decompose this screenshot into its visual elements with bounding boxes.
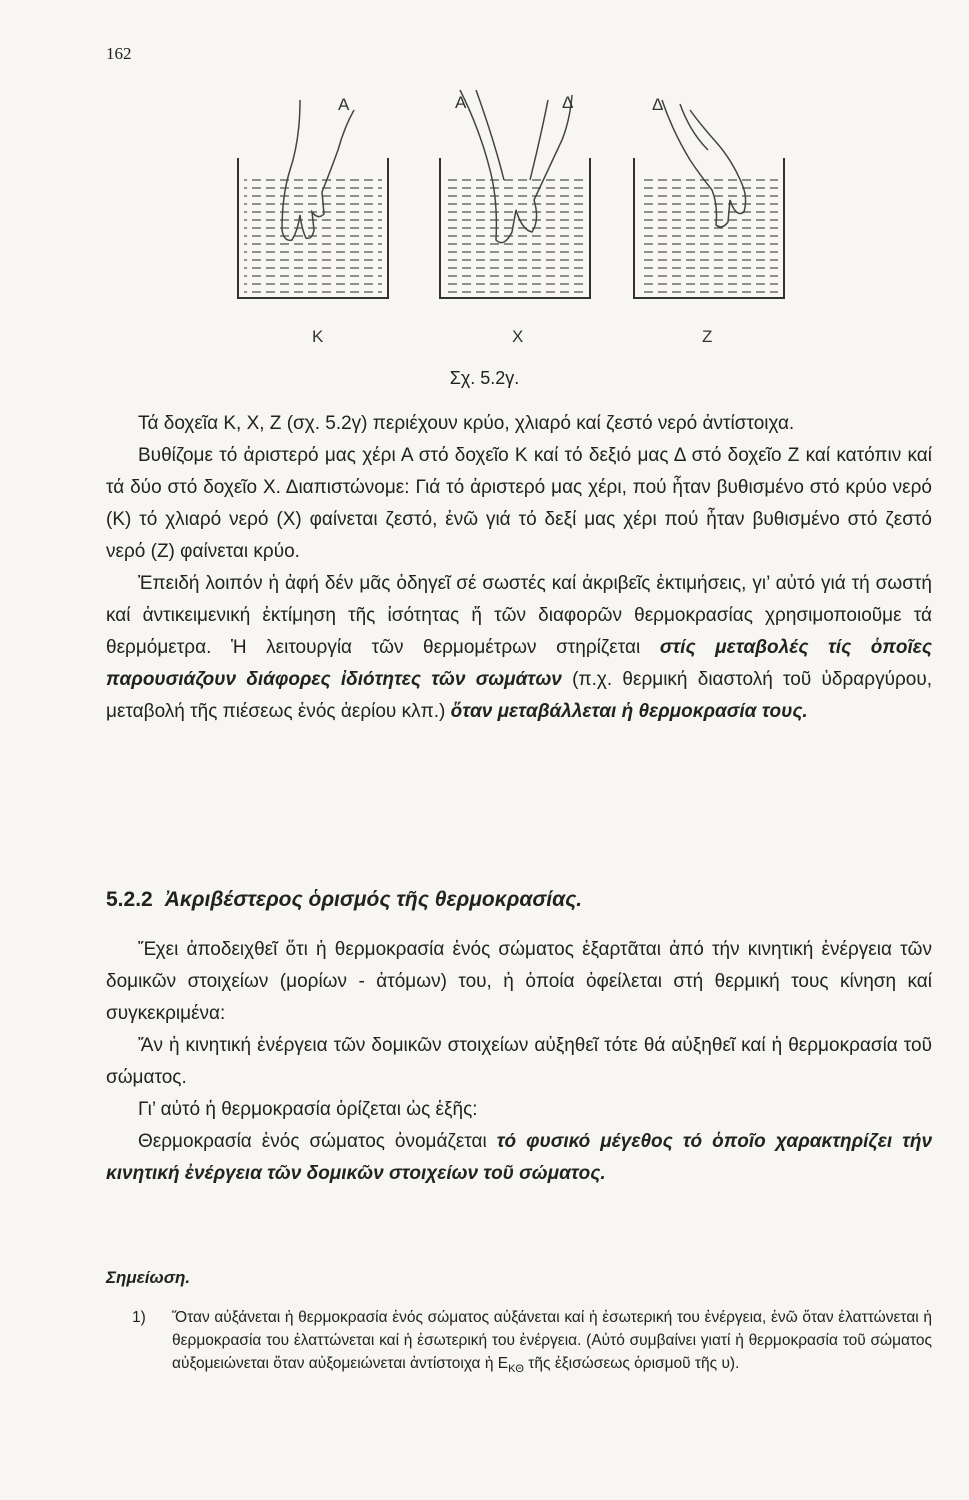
footnote-body bbox=[172, 1306, 932, 1381]
footnote-number: 1) bbox=[132, 1309, 146, 1326]
section-heading bbox=[106, 888, 582, 912]
label-left-hand: Α bbox=[338, 95, 350, 114]
figure-caption: Σχ. 5.2γ. bbox=[449, 368, 520, 388]
paragraph-experiment: Βυθίζομε τό ἀριστερό μας χέρι Α στό δοχεῖο Κ καί τό δεξιό μας Δ στό δοχεῖο Ζ καί κατόπιν καί τά δύο στό δοχεῖο Χ. Διαπιστώνομε: Γιά τό ἀριστερό μας χέρι, πού ἦταν βυθισμένο στό κρύο νερό (Κ) τό χλιαρό νερό (Χ) φαίνεται ζεστό, ἐνῶ γιά τό δεξί μας χέρι πού ἦταν βυθισμένο στό ζεστό νερό (Ζ) φαίνεται κρύο. bbox=[106, 445, 932, 562]
paragraph-therefore: Γι’ αὐτό ἡ θερμοκρασία ὁρίζεται ὡς ἑξῆς: bbox=[138, 1099, 478, 1120]
paragraph-kinetic-energy: Ἔχει ἀποδειχθεῖ ὅτι ἡ θερμοκρασία ἑνός σώματος ἐξαρτᾶται ἀπό τήν κινητική ἐνέργεια τῶν δομικῶν στοιχείων (μορίων - ἀτόμων) του, ἡ ὁποία ὀφείλεται στή θερμική τους κίνηση καί συγκεκριμένα: bbox=[106, 939, 932, 1024]
label-container-x: Χ bbox=[512, 327, 524, 346]
label-container-z: Ζ bbox=[702, 327, 713, 346]
paragraph-if-increase: Ἄν ἡ κινητική ἐνέργεια τῶν δομικῶν στοιχείων αὐξηθεῖ τότε θά αὐξηθεῖ καί ἡ θερμοκρασία τοῦ σώματος. bbox=[106, 1035, 932, 1088]
note-label: Σημείωση. bbox=[106, 1268, 191, 1287]
label-right-hand: Δ bbox=[652, 95, 664, 114]
section-title: Ἀκριβέστερος ὁρισμός τῆς θερμοκρασίας. bbox=[164, 888, 583, 911]
container-x bbox=[440, 90, 590, 346]
label-middle-right-hand: Δ bbox=[562, 93, 574, 112]
thermometers-text-c: (π.χ. θερμική διαστολή τοῦ ὑδραργύρου, μεταβολή τῆς πιέσεως ἑνός ἀερίου κλπ.) bbox=[106, 669, 932, 722]
figure-drawing bbox=[0, 80, 969, 400]
footnote-text-a: Ὅταν αὐξάνεται ἡ θερμοκρασία ἑνός σώματος αὐξάνεται καί ἡ ἐσωτερική του ἐνέργεια, ἐνῶ ὅταν ἐλαττώνεται ἡ θερμοκρασία του ἐλαττώνεται καί ἡ ἐσωτερική του ἐνέργεια. (Αὐτό συμβαίνει γιατί ἡ θερμοκρασία τοῦ σώματος αὐξομειώνεται ὅταν αὐξομειώνεται ἀντίστοιχα ἡ E bbox=[172, 1309, 932, 1372]
paragraph-thermometers bbox=[106, 568, 932, 728]
container-z bbox=[634, 95, 784, 346]
footnote-text-b: τῆς ἐξισώσεως ὁρισμοῦ τῆς υ). bbox=[524, 1355, 740, 1372]
definition-text: Θερμοκρασία ἑνός σώματος ὀνομάζεται bbox=[138, 1131, 487, 1152]
label-middle-left-hand: Α bbox=[455, 93, 467, 112]
paragraph-definition bbox=[106, 1126, 932, 1190]
definition-emphasis: τό φυσικό μέγεθος τό ὁποῖο χαρακτηρίζει τήν κινητική ἐνέργεια τῶν δομικῶν στοιχείων τοῦ σώματος. bbox=[106, 1131, 933, 1184]
figure-hands-in-containers bbox=[0, 80, 969, 400]
page-number: 162 bbox=[106, 44, 132, 63]
paragraph-containers: Τά δοχεῖα Κ, Χ, Ζ (σχ. 5.2γ) περιέχουν κρύο, χλιαρό καί ζεστό νερό ἀντίστοιχα. bbox=[138, 413, 795, 434]
thermometers-emphasis-2: ὅταν μεταβάλλεται ἡ θερμοκρασία τους. bbox=[450, 701, 808, 722]
thermometers-emphasis-1: στίς μεταβολές τίς ὁποῖες παρουσιάζουν διάφορες ἰδιότητες τῶν σωμάτων bbox=[106, 637, 933, 690]
section-text bbox=[106, 934, 932, 1190]
section-number: 5.2.2 bbox=[106, 888, 153, 911]
footnote-subscript: KΘ bbox=[508, 1363, 524, 1375]
intro-text bbox=[106, 408, 932, 728]
label-container-k: Κ bbox=[312, 327, 324, 346]
thermometers-text-a: Ἐπειδή λοιπόν ἡ ἀφή δέν μᾶς ὁδηγεῖ σέ σωστές καί ἀκριβεῖς ἐκτιμήσεις, γι’ αὐτό γιά τή σωστή καί ἀντικειμενική ἐκτίμηση τῆς ἰσότητας ἤ τῶν διαφορῶν θερμοκρασίας χρησιμοποιοῦμε τά θερμόμετρα. Ἡ λειτουργία τῶν θερμομέτρων στηρίζεται bbox=[106, 573, 932, 658]
container-k bbox=[238, 95, 388, 346]
footnote bbox=[106, 1306, 932, 1381]
